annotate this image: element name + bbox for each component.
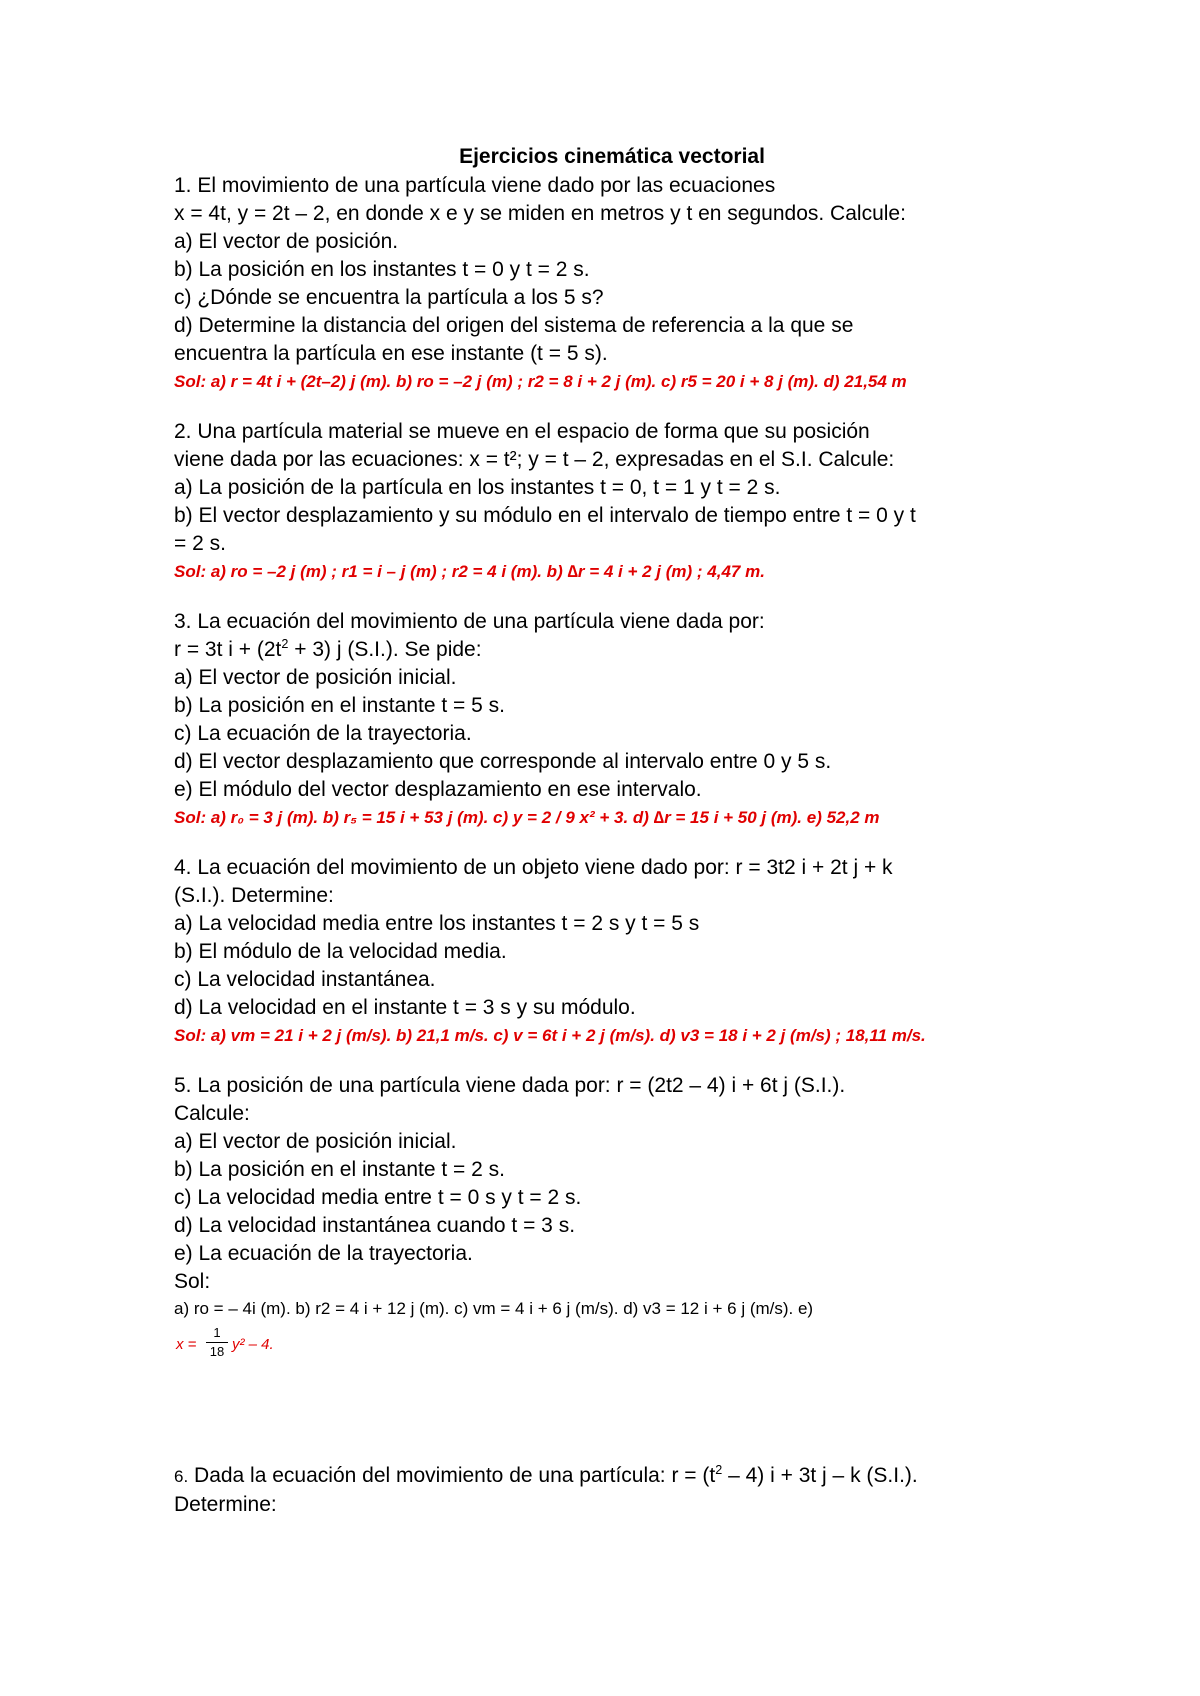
ex6-line-1-sup: 2 — [715, 1463, 723, 1477]
ex1-line-7: encuentra la partícula en ese instante (t = 5 s). — [174, 342, 608, 365]
exercise-1 — [174, 172, 1050, 394]
ex2-line-4: b) El vector desplazamiento y su módulo en el intervalo de tiempo entre t = 0 y t — [174, 504, 916, 527]
exercise-2 — [174, 418, 1050, 584]
ex3-line-6: d) El vector desplazamiento que corresponde al intervalo entre 0 y 5 s. — [174, 750, 832, 773]
ex2-line-3: a) La posición de la partícula en los instantes t = 0, t = 1 y t = 2 s. — [174, 476, 781, 499]
ex2-solution: Sol: a) ro = –2 j (m) ; r1 = i – j (m) ; r2 = 4 i (m). b) ∆r = 4 i + 2 j (m) ; 4,47 m. — [174, 562, 765, 581]
exercise-4 — [174, 854, 1050, 1048]
exercise-3 — [174, 608, 1050, 830]
ex4-solution: Sol: a) vm = 21 i + 2 j (m/s). b) 21,1 m/s. c) v = 6t i + 2 j (m/s). d) v3 = 18 i + 2 j (m/s) ; 18,11 m/s. — [174, 1026, 926, 1045]
formula-denominator: 18 — [206, 1342, 228, 1361]
ex3-line-5: c) La ecuación de la trayectoria. — [174, 722, 472, 745]
ex4-line-5: c) La velocidad instantánea. — [174, 968, 436, 991]
formula-numerator: 1 — [213, 1325, 221, 1340]
ex3-line-7: e) El módulo del vector desplazamiento en ese intervalo. — [174, 778, 702, 801]
ex4-line-3: a) La velocidad media entre los instantes t = 2 s y t = 5 s — [174, 912, 700, 935]
ex1-solution: Sol: a) r = 4t i + (2t–2) j (m). b) ro = –2 j (m) ; r2 = 8 i + 2 j (m). c) r5 = 20 i + 8 j (m). d) 21,54 m — [174, 372, 907, 391]
ex1-line-1: 1. El movimiento de una partícula viene dado por las ecuaciones — [174, 174, 776, 197]
document-title: Ejercicios cinemática vectorial — [459, 145, 765, 168]
ex5-trajectory-formula — [176, 1322, 1050, 1366]
ex6-number: 6. — [174, 1467, 189, 1486]
ex5-line-8: Sol: — [174, 1270, 211, 1293]
ex4-line-2: (S.I.). Determine: — [174, 884, 334, 907]
ex2-line-1: 2. Una partícula material se mueve en el espacio de forma que su posición — [174, 420, 870, 443]
ex3-line-2-b: + 3) j (S.I.). Se pide: — [288, 638, 482, 661]
ex6-line-1-a: Dada la ecuación del movimiento de una partícula: r = (t — [188, 1464, 716, 1487]
ex3-line-2 — [174, 636, 1050, 664]
ex3-line-2-a: r = 3t i + (2t — [174, 638, 282, 661]
ex4-line-4: b) El módulo de la velocidad media. — [174, 940, 507, 963]
ex3-line-4: b) La posición en el instante t = 5 s. — [174, 694, 505, 717]
ex2-line-2: viene dada por las ecuaciones: x = t²; y = t – 2, expresadas en el S.I. Calcule: — [174, 448, 895, 471]
ex3-solution: Sol: a) r₀ = 3 j (m). b) r₅ = 15 i + 53 j (m). c) y = 2 / 9 x² + 3. d) ∆r = 15 i + 50 j (m). e) 52,2 m — [174, 808, 880, 827]
ex3-line-2-sup: 2 — [281, 637, 289, 651]
ex6-line-1 — [174, 1462, 1050, 1491]
ex1-line-5: c) ¿Dónde se encuentra la partícula a los 5 s? — [174, 286, 604, 309]
ex5-line-5: c) La velocidad media entre t = 0 s y t = 2 s. — [174, 1186, 582, 1209]
ex5-line-6: d) La velocidad instantánea cuando t = 3 s. — [174, 1214, 576, 1237]
ex1-line-3: a) El vector de posición. — [174, 230, 399, 253]
formula-rest: y² – 4. — [232, 1336, 274, 1353]
ex5-solution: a) ro = – 4i (m). b) r2 = 4 i + 12 j (m). c) vm = 4 i + 6 j (m/s). d) v3 = 12 i + 6 j (m/s). e) — [174, 1299, 814, 1318]
ex1-line-4: b) La posición en los instantes t = 0 y t = 2 s. — [174, 258, 590, 281]
ex3-line-1: 3. La ecuación del movimiento de una partícula viene dada por: — [174, 610, 765, 633]
ex1-line-6: d) Determine la distancia del origen del sistema de referencia a la que se — [174, 314, 854, 337]
ex4-line-6: d) La velocidad en el instante t = 3 s y su módulo. — [174, 996, 636, 1019]
ex2-line-5: = 2 s. — [174, 532, 226, 555]
ex5-line-4: b) La posición en el instante t = 2 s. — [174, 1158, 505, 1181]
formula-x: x = — [176, 1336, 197, 1353]
ex5-line-2: Calcule: — [174, 1102, 250, 1125]
exercise-5 — [174, 1072, 1050, 1366]
ex3-line-3: a) El vector de posición inicial. — [174, 666, 457, 689]
ex6-line-1-b: – 4) i + 3t j – k (S.I.). — [722, 1464, 918, 1487]
exercise-6 — [174, 1462, 1050, 1519]
formula-fraction — [206, 1324, 228, 1361]
ex4-line-1: 4. La ecuación del movimiento de un objeto viene dado por: r = 3t2 i + 2t j + k — [174, 856, 893, 879]
ex5-line-3: a) El vector de posición inicial. — [174, 1130, 457, 1153]
ex6-line-2: Determine: — [174, 1493, 277, 1516]
ex5-line-1: 5. La posición de una partícula viene dada por: r = (2t2 – 4) i + 6t j (S.I.). — [174, 1074, 846, 1097]
ex1-line-2: x = 4t, y = 2t – 2, en donde x e y se miden en metros y t en segundos. Calcule: — [174, 202, 906, 225]
ex5-line-7: e) La ecuación de la trayectoria. — [174, 1242, 473, 1265]
